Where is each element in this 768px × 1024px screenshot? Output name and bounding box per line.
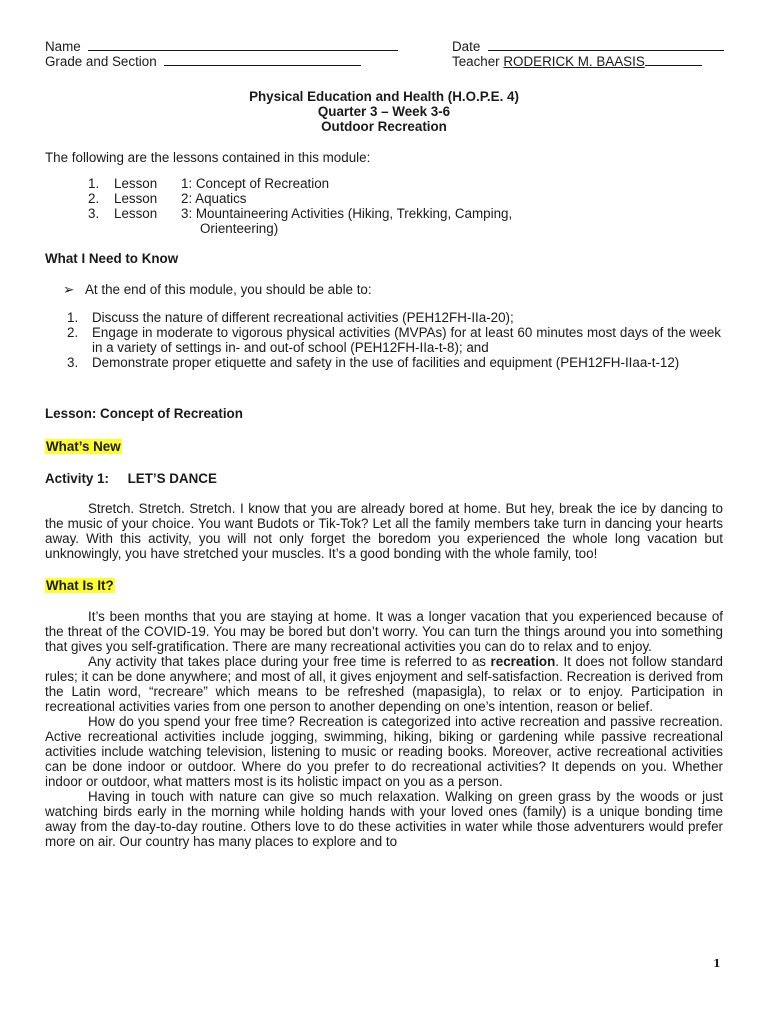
list-number: 2. [67, 325, 79, 340]
intro-text: The following are the lessons contained in this module: [45, 150, 371, 165]
page-number: 1 [713, 957, 721, 970]
title-line-3: Outdoor Recreation [321, 119, 447, 134]
paragraph-2 [45, 654, 723, 714]
list-number: 3. [67, 355, 79, 370]
list-number: 1. [88, 176, 100, 191]
arrow-bullet-icon: ➢ [63, 282, 75, 297]
list-item [67, 355, 721, 370]
date-label: Date [452, 39, 481, 54]
list-item [63, 282, 723, 297]
date-blank[interactable] [488, 38, 724, 51]
lesson-title: 1: Concept of Recreation [181, 176, 330, 191]
paragraph-1: It’s been months that you are staying at home. It was a longer vacation that you experienced because of the threat of the COVID-19. You may be bored but don’t worry. You can turn the things around you into something that gives you self-gratification. There are many recreational activities you can do to relax and to enjoy. [45, 609, 723, 654]
grade-blank[interactable] [164, 53, 361, 66]
list-item [67, 310, 721, 325]
text-span: Any activity that takes place during your free time is referred to as [88, 654, 491, 669]
name-blank[interactable] [88, 38, 398, 51]
lesson-3-continuation: Orienteering) [200, 221, 279, 236]
header-row-2 [45, 53, 723, 68]
text-span: . It does not follow standard rules; it can be done anywhere; and most of all, it gives enjoyment and self-satisfaction. Recreation is derived from the Latin word, “recreare” which means to be refreshed (mapasigla), to relax or to enjoy. Participation in recreational activities varies from one person to another depending on one’s intention, reason or belief. [45, 654, 724, 714]
teacher-field [452, 53, 702, 69]
teacher-value: RODERICK M. BAASIS [503, 54, 645, 69]
teacher-label: Teacher [452, 54, 500, 69]
title-line-2: Quarter 3 – Week 3-6 [317, 104, 451, 119]
grade-field[interactable] [45, 53, 361, 69]
list-item [88, 206, 723, 221]
objective-text: Demonstrate proper etiquette and safety in the use of facilities and equipment (PEH12FH-IIaa-t-12) [92, 355, 680, 370]
list-item [88, 176, 723, 191]
grade-label: Grade and Section [45, 54, 157, 69]
lesson-word: Lesson [114, 191, 158, 206]
section-heading-whats-new: What’s New [46, 439, 121, 454]
objectives-intro: At the end of this module, you should be able to: [85, 282, 372, 297]
name-field[interactable] [45, 38, 398, 54]
name-label: Name [45, 39, 81, 54]
module-title [45, 89, 723, 134]
list-item [88, 191, 723, 206]
whats-new-section [45, 439, 723, 454]
objective-text: Discuss the nature of different recreational activities (PEH12FH-IIa-20); [92, 310, 514, 325]
date-field[interactable] [452, 38, 724, 54]
activity-title: Activity 1: LET’S DANCE [45, 471, 217, 486]
lessons-list [88, 176, 723, 236]
section-heading-what-is-it: What Is It? [46, 578, 114, 593]
list-number: 2. [88, 191, 100, 206]
list-number: 1. [67, 310, 79, 325]
paragraph-4: Having in touch with nature can give so much relaxation. Walking on green grass by the woods or just watching birds early in the morning while holding hands with your loved ones (family) is a unique bonding time away from the day-to-day routine. Others love to do these activities in water while those adventurers would prefer more on air. Our country has many places to explore and to [45, 789, 723, 849]
objective-text: Engage in moderate to vigorous physical activities (MVPAs) for at least 60 minutes most days of the week in a variety of settings in- and out-of school (PEH12FH-IIa-t-8); and [92, 325, 721, 355]
what-is-it-section [45, 578, 723, 593]
lesson-title: 2: Aquatics [181, 191, 247, 206]
module-page [45, 38, 723, 849]
lesson-title: 3: Mountaineering Activities (Hiking, Trekking, Camping, [181, 206, 513, 221]
recreation-term: recreation [490, 654, 556, 669]
header-row-1 [45, 38, 723, 53]
lesson-heading: Lesson: Concept of Recreation [45, 406, 243, 421]
paragraph-3: How do you spend your free time? Recreation is categorized into active recreation and passive recreation. Active recreational activities include jogging, swimming, hiking, biking or gardening while passive recreational activities include watching television, listening to music or reading books. Moreover, active recreational activities can be done indoor or outdoor. Where do you prefer to do recreational activities? It depends on you. Whether indoor or outdoor, what matters most is its holistic impact on you as a person. [45, 714, 723, 789]
section-heading-need-to-know: What I Need to Know [45, 251, 179, 266]
title-line-1: Physical Education and Health (H.O.P.E. 4) [249, 89, 519, 104]
lesson-word: Lesson [114, 206, 158, 221]
activity-paragraph: Stretch. Stretch. Stretch. I know that you are already bored at home. But hey, break the ice by dancing to the music of your choice. You want Budots or Tik-Tok? Let all the family members take turn in dancing your hearts away. With this activity, you will not only forget the boredom you experienced the whole long vacation but unknowingly, you have stretched your muscles. It’s a good bonding with the whole family, too! [45, 501, 723, 561]
objectives-list [45, 310, 723, 370]
list-item [67, 325, 721, 355]
lesson-word: Lesson [114, 176, 158, 191]
teacher-blank [645, 53, 702, 66]
list-number: 3. [88, 206, 100, 221]
